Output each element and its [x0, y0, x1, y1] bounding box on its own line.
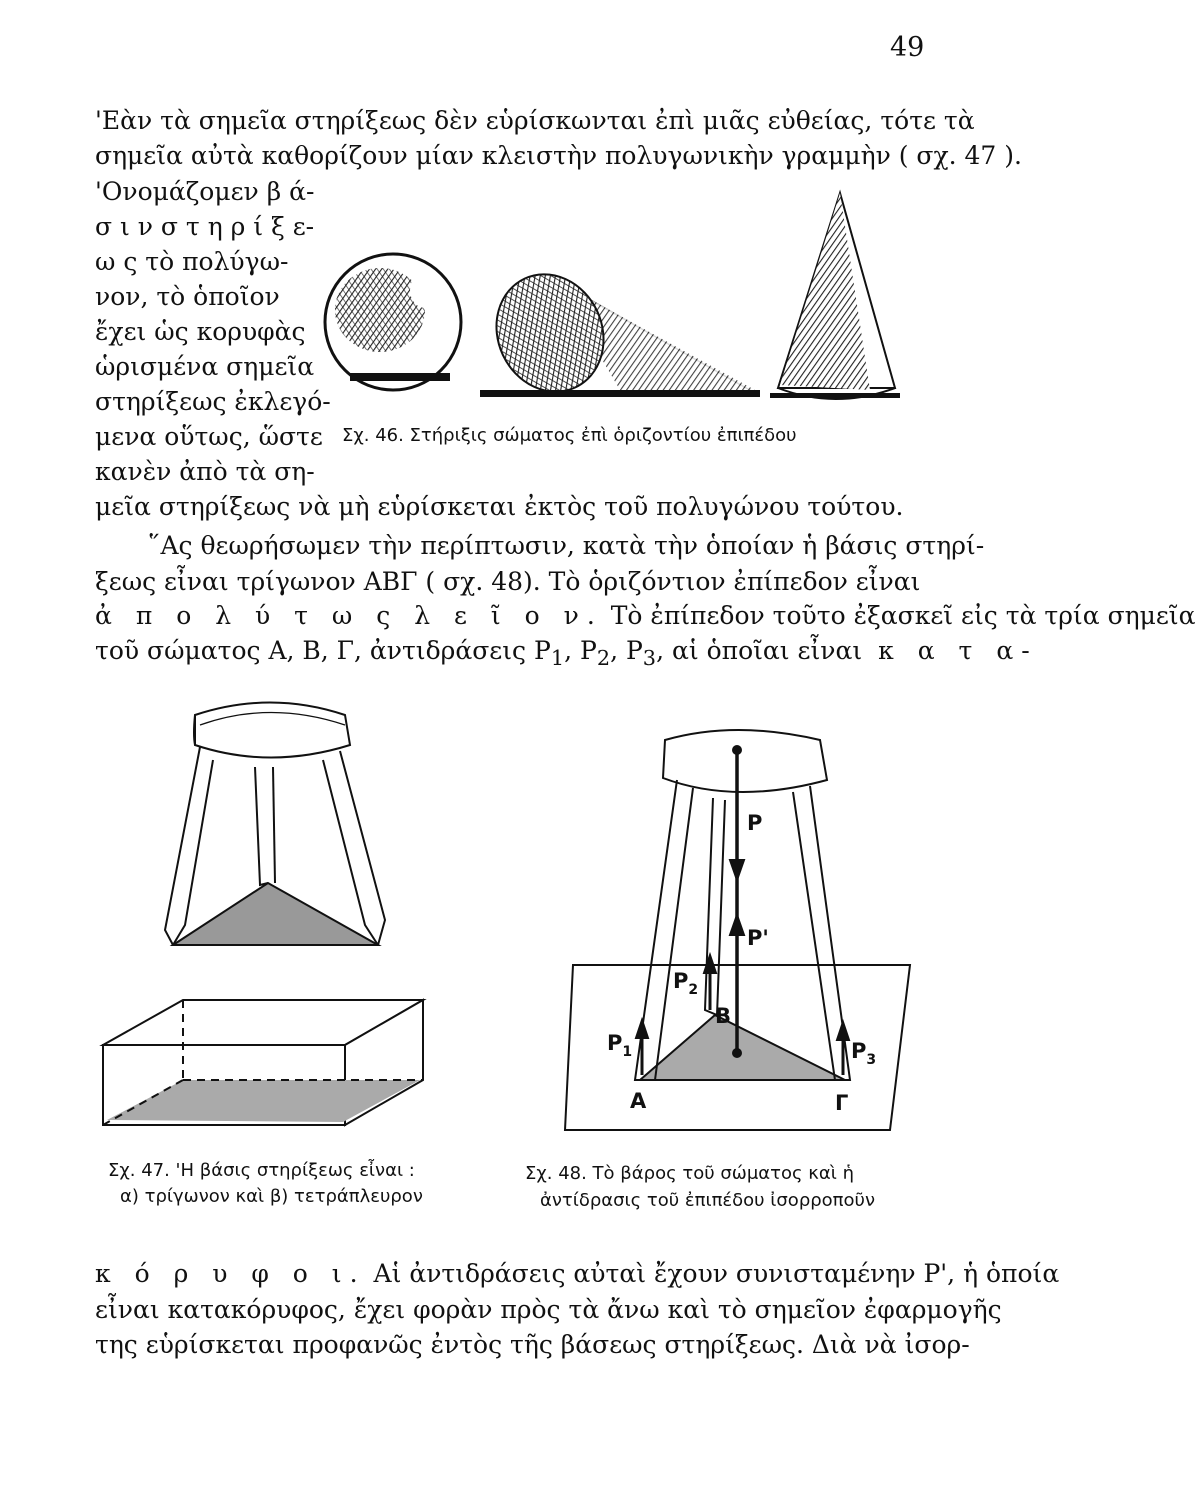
label-P-prime: P' — [747, 926, 769, 950]
comma-sep-2: , P — [610, 636, 643, 665]
label-P1: $P_1$ — [607, 1031, 633, 1060]
label-P2: $P_2$ — [673, 969, 699, 998]
sphere-drawing — [325, 254, 461, 390]
paragraph-4-line-2: εἶναι κατακόρυφος, ἔχει φορὰν πρὸς τὰ ἄνω καὶ τὸ σημεῖον ἐφαρμογῆς — [95, 1295, 1002, 1324]
cone-on-side-drawing — [478, 257, 760, 410]
emphasized-korufoi: κ ό ρ υ φ ο ι. — [95, 1259, 366, 1288]
paragraph-2-line-3: ω ς τὸ πολύγω- — [95, 247, 289, 276]
box-drawing — [103, 1000, 423, 1125]
paragraph-4-line-1-rest: Αἱ ἀντιδράσεις αὐταὶ ἔχουν συνισταμένην P', ἡ ὁποία — [365, 1259, 1060, 1288]
arrow-P-prime-up — [730, 915, 744, 935]
figure-48 — [565, 720, 940, 1140]
figure-46-caption: Σχ. 46. Στήριξις σώματος ἐπὶ ὁριζοντίου ἐπιπέδου — [342, 425, 797, 446]
paragraph-3-line-4-end: , αἱ ὁποῖαι εἶναι — [656, 636, 863, 665]
paragraph-2-line-10: μεῖα στηρίξεως νὰ μὴ εὑρίσκεται ἐκτὸς τοῦ πολυγώνου τούτου. — [95, 492, 904, 521]
paragraph-2-line-6: ὡρισμένα σημεῖα — [95, 352, 315, 381]
paragraph-2-line-9: κανὲν ἀπὸ τὰ ση- — [95, 457, 315, 486]
upright-cone-drawing — [770, 193, 900, 399]
figure-48-caption-line-1: Σχ. 48. Τὸ βάρος τοῦ σώματος καὶ ἡ — [525, 1163, 854, 1184]
label-P2-subscript: 2 — [688, 982, 699, 998]
figure-47-caption-line-1: Σχ. 47. 'Η βάσις στηρίξεως εἶναι : — [108, 1160, 415, 1181]
subscript-3: 3 — [642, 646, 657, 670]
label-P1-subscript: 1 — [622, 1044, 633, 1060]
resultant-point-dot — [732, 1048, 742, 1058]
label-P3-subscript: 3 — [866, 1052, 877, 1068]
subscript-2: 2 — [596, 646, 611, 670]
center-of-gravity-dot — [732, 745, 742, 755]
paragraph-2-line-8: μενα οὕτως, ὥστε — [95, 422, 323, 451]
label-B: B — [715, 1004, 732, 1028]
paragraph-2-line-7: στηρίξεως ἐκλεγό- — [95, 387, 331, 416]
paragraph-2-line-4: νον, τὸ ὁποῖον — [95, 282, 280, 311]
emphasized-absolutely-smooth: ἀ π ο λ ύ τ ω ς λ ε ῖ ο ν. — [95, 601, 603, 630]
paragraph-2-line-5: ἔχει ὡς κορυφὰς — [95, 317, 306, 346]
stool-seat — [663, 730, 827, 792]
label-A: A — [630, 1089, 647, 1113]
paragraph-3-line-3 — [95, 600, 1196, 632]
emphasized-kata: κ α τ α- — [862, 636, 1038, 665]
paragraph-3-line-3-rest: Τὸ ἐπίπεδον τοῦτο ἐξασκεῖ εἰς τὰ τρία σημεῖα — [602, 601, 1196, 630]
label-P: P — [747, 811, 763, 835]
figure-47-caption-line-2: α) τρίγωνον καὶ β) τετράπλευρον — [120, 1186, 423, 1207]
figure-48-caption-line-2: ἀντίδρασις τοῦ ἐπιπέδου ἰσορροποῦν — [540, 1190, 876, 1211]
arrow-P-down — [730, 860, 744, 880]
paragraph-2-line-2: σ ι ν σ τ η ρ ί ξ ε- — [95, 212, 315, 241]
paragraph-3-line-4-main: τοῦ σώματος Α, Β, Γ, ἀντιδράσεις P — [95, 636, 551, 665]
paragraph-1-line-2: σημεῖα αὐτὰ καθορίζουν μίαν κλειστὴν πολυγωνικὴν γραμμὴν ( σχ. 47 ). — [95, 141, 1022, 170]
paragraph-4-line-1 — [95, 1258, 1059, 1290]
paragraph-3-line-1: ῞Ας θεωρήσωμεν τὴν περίπτωσιν, κατὰ τὴν ὁποίαν ἡ βάσις στηρί- — [148, 531, 985, 560]
label-P3: $P_3$ — [851, 1039, 877, 1068]
paragraph-3-line-2: ξεως εἶναι τρίγωνον ΑΒΓ ( σχ. 48). Τὸ ὁριζόντιον ἐπίπεδον εἶναι — [95, 567, 921, 596]
stool-drawing — [165, 703, 385, 946]
figure-47 — [95, 695, 475, 1135]
page-number: 49 — [890, 32, 925, 63]
paragraph-3-line-4 — [95, 635, 1038, 674]
paragraph-4-line-3: της εὑρίσκεται προφανῶς ἐντὸς τῆς βάσεως στηρίξεως. Διὰ νὰ ἰσορ- — [95, 1330, 970, 1359]
label-Gamma: Γ — [835, 1091, 849, 1115]
paragraph-1-line-1: 'Εὰν τὰ σημεῖα στηρίξεως δὲν εὑρίσκωνται ἐπὶ μιᾶς εὐθείας, τότε τὰ — [95, 106, 975, 135]
subscript-1: 1 — [550, 646, 565, 670]
figure-46 — [330, 185, 910, 410]
paragraph-2-line-1: 'Ονομάζομεν β ά- — [95, 177, 315, 206]
comma-sep-1: , P — [564, 636, 597, 665]
